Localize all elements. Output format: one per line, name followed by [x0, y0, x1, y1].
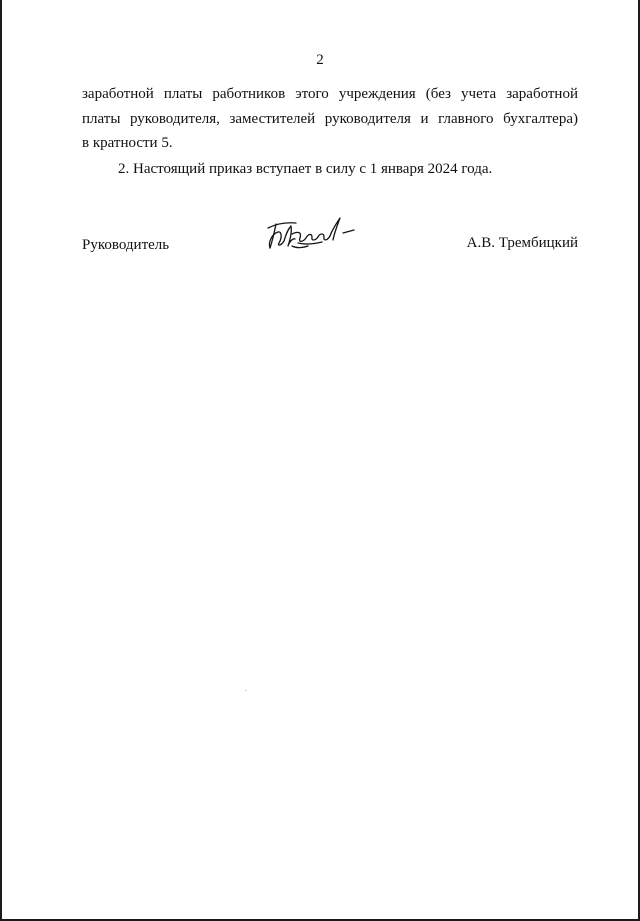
paragraph-2: 2. Настоящий приказ вступает в силу с 1 января 2024 года.: [118, 161, 493, 177]
signer-name: А.В. Трембицкий: [466, 235, 578, 251]
signer-role: Руководитель: [82, 237, 170, 253]
handwritten-signature: [262, 212, 358, 256]
scan-border-left: [0, 0, 2, 921]
scan-speck: [245, 690, 247, 691]
page-number: 2: [316, 52, 324, 68]
paragraph-1: [82, 82, 578, 156]
paragraph-1-line: в кратности 5.: [82, 135, 173, 151]
paragraph-1-line: заработной платы работников этого учреждения (без учета заработной: [82, 86, 578, 102]
paragraph-1-line: платы руководителя, заместителей руководителя и главного бухгалтера): [82, 110, 578, 127]
